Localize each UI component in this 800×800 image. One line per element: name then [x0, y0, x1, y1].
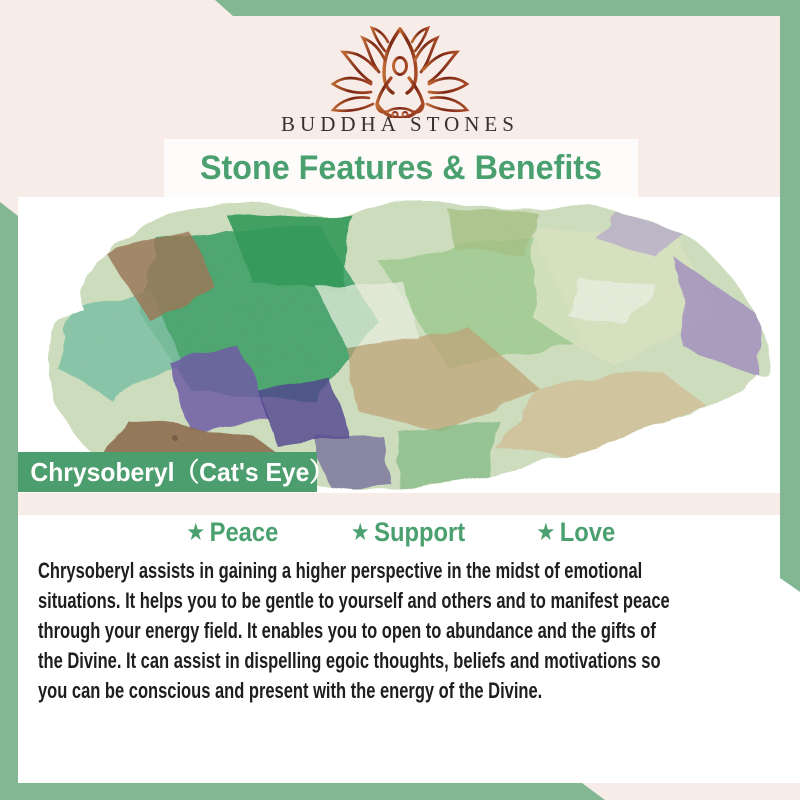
stone-name: Chrysoberyl（Cat's Eye）	[30, 457, 335, 487]
feature-label: Support	[373, 516, 465, 547]
frame-strip-left	[0, 202, 18, 800]
description-line: the Divine. It can assist in dispelling egoic thoughts, beliefs and motivations so	[38, 648, 661, 673]
star-icon: ★	[186, 518, 206, 546]
stone-description	[38, 556, 798, 706]
page-title: Stone Features & Benefits	[199, 149, 603, 187]
description-line: Chrysoberyl assists in gaining a higher perspective in the midst of emotional	[38, 558, 643, 583]
frame-strip-bottom	[0, 783, 612, 800]
feature-label: Love	[559, 516, 615, 547]
title-band	[164, 139, 638, 197]
description-line: through your energy field. It enables you to open to abundance and the gifts of	[38, 618, 656, 643]
description-line: you can be conscious and present with the energy of the Divine.	[38, 678, 543, 703]
brand-name: BUDDHA STONES	[281, 112, 519, 136]
description-line: situations. It helps you to be gentle to yourself and others and to manifest peace	[38, 588, 670, 613]
feature-item	[536, 517, 615, 548]
frame-strip-top	[0, 0, 800, 16]
stone-illustration	[18, 197, 782, 493]
stone-name-badge	[18, 452, 335, 492]
feature-item	[186, 517, 278, 548]
lotus-meditation-icon	[325, 26, 475, 118]
features-row	[18, 512, 782, 552]
star-icon: ★	[535, 518, 555, 546]
chrysoberyl-stone-photo	[18, 197, 782, 493]
feature-label: Peace	[209, 516, 279, 547]
frame-strip-right	[780, 0, 800, 592]
star-icon: ★	[350, 518, 370, 546]
feature-item	[350, 517, 464, 548]
